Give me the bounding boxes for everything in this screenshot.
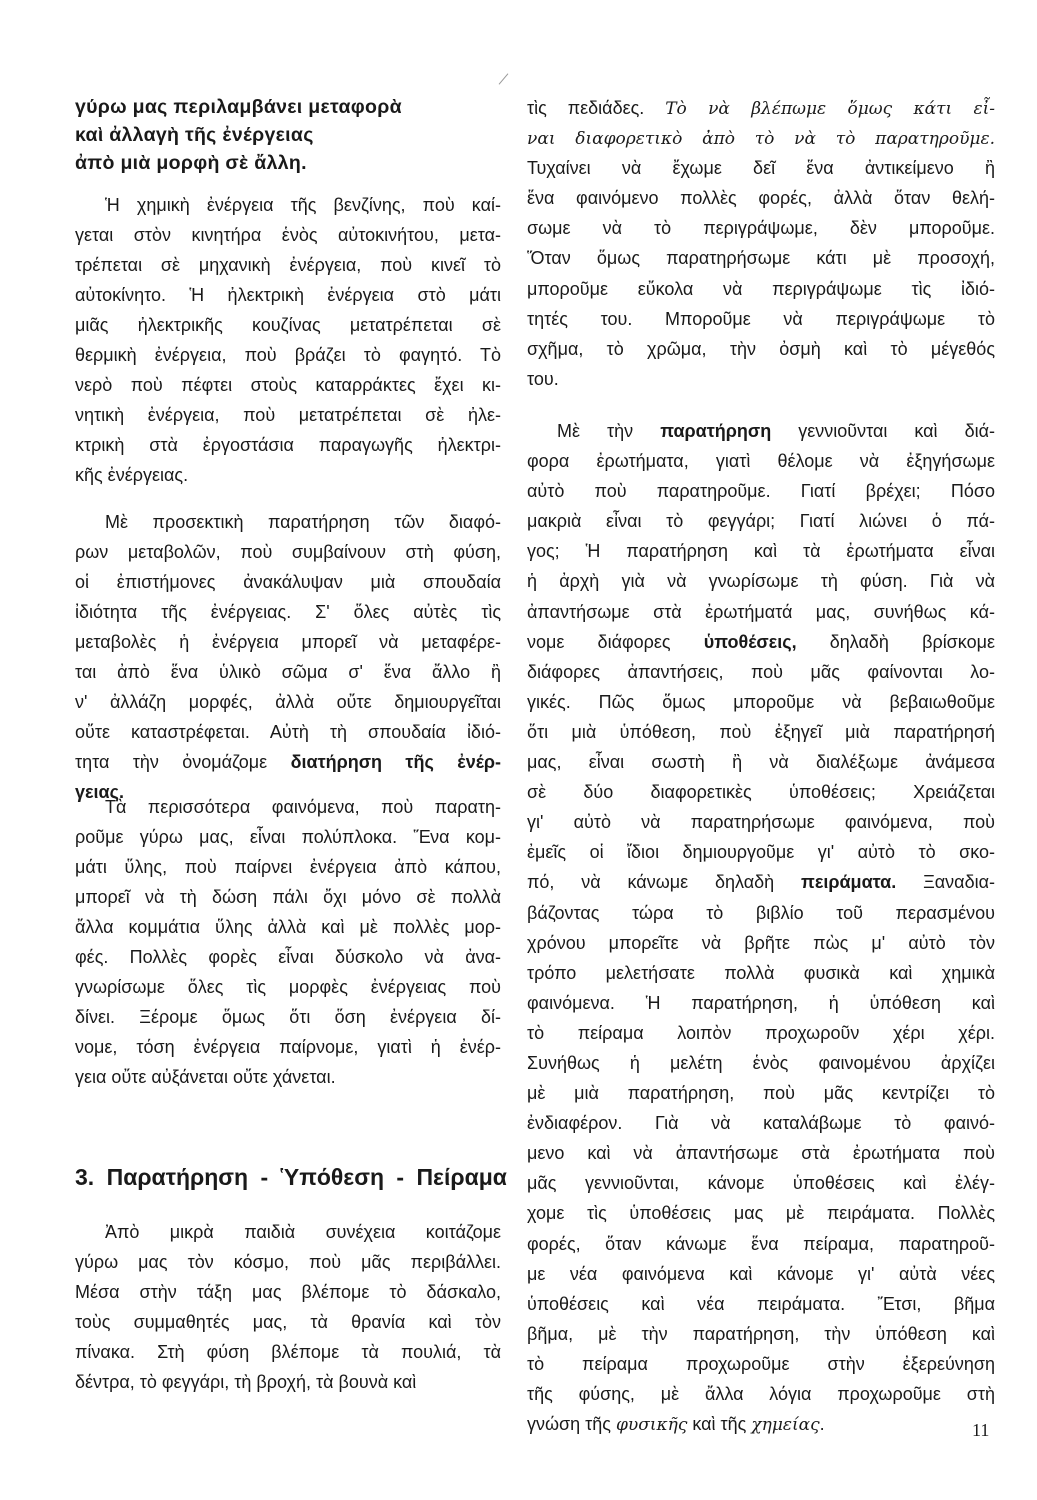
bold-term: πειράματα. bbox=[801, 872, 897, 893]
text-line: μας, εἶναι σωστὴ ἢ νὰ διαλέξωμε ἀνάμεσα bbox=[527, 752, 995, 773]
text-line: Ὅταν ὅμως παρατηρήσωμε κάτι μὲ προσοχή, bbox=[527, 248, 995, 269]
text-line: γύρω μας τὸν κόσμο, ποὺ μᾶς περιβάλλει. bbox=[75, 1252, 501, 1272]
text-line: γύρω μας περιλαμβάνει μεταφορὰ bbox=[75, 96, 402, 118]
text-line: βῆμα, μὲ τὴν παρατήρηση, τὴν ὑπόθεση καὶ bbox=[527, 1323, 995, 1344]
text-line: ἀπὸ μιὰ μορφὴ σὲ ἄλλη. bbox=[75, 152, 307, 174]
text-line: μὲ μιὰ παρατήρηση, ποὺ μᾶς κεντρίζει τὸ bbox=[527, 1083, 995, 1104]
text-line: φαινόμενα. Ἡ παρατήρηση, ἡ ὑπόθεση καὶ bbox=[527, 992, 995, 1013]
text-line bbox=[527, 867, 995, 897]
text-line: φές. Πολλὲς φορὲς εἶναι δύσκολο νὰ ἀνα- bbox=[75, 947, 501, 967]
text-line: χρόνου μπορεῖτε νὰ βρῆτε πὼς μ' αὐτὸ τὸν bbox=[527, 932, 995, 953]
text-line bbox=[75, 1161, 507, 1193]
italic-text: φυσικῆς bbox=[615, 1415, 688, 1436]
text-line: ἡ ἀρχὴ γιὰ νὰ γνωρίσωμε τὴ φύση. Γιὰ νὰ bbox=[527, 571, 995, 592]
text-line: Μὲ προσεκτικὴ παρατήρηση τῶν διαφό- bbox=[105, 512, 501, 532]
text-line: Ἡ χημικὴ ἐνέργεια τῆς βενζίνης, ποὺ καί- bbox=[105, 195, 501, 215]
paragraph bbox=[75, 190, 501, 490]
text-line: ται ἀπὸ ἕνα ὑλικὸ σῶμα σ' ἕνα ἄλλο ἢ bbox=[75, 662, 501, 682]
text-segment: δηλαδὴ βρίσκομε bbox=[796, 631, 995, 652]
text-line: γικές. Πῶς ὅμως μποροῦμε νὰ βεβαιωθοῦμε bbox=[527, 691, 995, 712]
text-line: δέντρα, τὸ φεγγάρι, τὴ βροχή, τὰ βουνὰ καὶ bbox=[75, 1372, 417, 1392]
text-line: μεταβολὲς ἡ ἐνέργεια μπορεῖ νὰ μεταφέρε- bbox=[75, 632, 501, 652]
text-line bbox=[75, 747, 501, 777]
text-line bbox=[527, 627, 995, 657]
text-line: τοὺς συμμαθητές μας, τὰ θρανία καὶ τὸν bbox=[75, 1312, 501, 1332]
text-line: ἀπαντήσωμε στὰ ἐρωτήματά μας, συνήθως κά- bbox=[527, 601, 995, 622]
text-line: τρέπεται σὲ μηχανικὴ ἐνέργεια, ποὺ κινεῖ τὸ bbox=[75, 255, 501, 275]
text-line: θερμικὴ ἐνέργεια, ποὺ βράζει τὸ φαγητό. Τὸ bbox=[75, 345, 501, 365]
text-line: μᾶς γεννιοῦνται, κάνομε ὑποθέσεις καὶ ἐλέγ- bbox=[527, 1173, 995, 1194]
text-line: ἄλλα κομμάτια ὕλης ἀλλὰ καὶ μὲ πολλὲς μορ- bbox=[75, 917, 501, 937]
text-line: μάτι ὕλης, ποὺ παίρνει ἐνέργεια ἀπὸ κάπου, bbox=[75, 857, 501, 877]
text-segment: γεννιοῦνται καὶ διά- bbox=[771, 421, 995, 441]
text-line: αὐτοκίνητο. Ἡ ἠλεκτρικὴ ἐνέργεια στὸ μάτι bbox=[75, 285, 501, 305]
text-line: τητές του. Μποροῦμε νὰ περιγράψωμε τὸ bbox=[527, 308, 995, 329]
section-heading bbox=[75, 1161, 507, 1193]
text-segment: καὶ τῆς bbox=[687, 1414, 752, 1435]
paragraph bbox=[75, 792, 501, 1092]
text-line: οὔτε καταστρέφεται. Αὐτὴ τὴ σπουδαία ἰδιό- bbox=[75, 722, 501, 742]
italic-text: Τὸ νὰ βλέπωμε ὅμως κάτι εἶ- bbox=[665, 99, 995, 119]
paragraph bbox=[527, 93, 995, 394]
text-line: δίνει. Ξέρομε ὅμως ὅτι ὅση ἐνέργεια δί- bbox=[75, 1007, 501, 1027]
text-line: βάζοντας τώρα τὸ βιβλίο τοῦ περασμένου bbox=[527, 902, 995, 923]
text-line: τῆς φύσης, μὲ ἄλλα λόγια προχωροῦμε στὴ bbox=[527, 1384, 995, 1404]
text-line bbox=[527, 93, 995, 123]
text-line: γεται στὸν κινητήρα ἑνὸς αὐτοκινήτου, μετα- bbox=[75, 225, 501, 245]
italic-text: ναι διαφορετικὸ ἀπὸ τὸ νὰ τὸ παρατηροῦμε. bbox=[527, 129, 995, 150]
text-line: νομε, τόση ἐνέργεια παίρνομε, γιατὶ ἡ ἐνέρ- bbox=[75, 1037, 501, 1057]
text-line: νητικὴ ἐνέργεια, ποὺ μετατρέπεται σὲ ἠλε- bbox=[75, 405, 501, 425]
text-segment: τὶς πεδιάδες. bbox=[527, 98, 666, 118]
text-line bbox=[527, 1409, 995, 1439]
text-line: μπορεῖ νὰ τὴ δώση πάλι ὄχι μόνο σὲ πολλὰ bbox=[75, 887, 501, 907]
bold-term: διατήρηση τῆς ἐνέρ- bbox=[290, 752, 501, 772]
bold-term: ὑποθέσεις, bbox=[703, 631, 797, 652]
text-line: ὅτι μιὰ ὑπόθεση, ποὺ ἐξηγεῖ μιὰ παρατήρησή bbox=[527, 721, 995, 742]
text-line: ν' ἀλλάζη μορφές, ἀλλὰ οὔτε δημιουργεῖται bbox=[75, 692, 501, 712]
text-line: κῆς ἐνέργειας. bbox=[75, 465, 189, 485]
text-line bbox=[527, 416, 995, 446]
text-line: Μέσα στὴν τάξη μας βλέπομε τὸ δάσκαλο, bbox=[75, 1282, 501, 1302]
text-line: μενο καὶ νὰ ἀπαντήσωμε στὰ ἐρωτήματα ποὺ bbox=[527, 1143, 995, 1164]
text-line: αὐτὸ ποὺ παρατηροῦμε. Γιατί βρέχει; Πόσο bbox=[527, 481, 995, 502]
text-line: γεια οὔτε αὐξάνεται οὔτε χάνεται. bbox=[75, 1067, 336, 1087]
text-line: πίνακα. Στὴ φύση βλέπομε τὰ πουλιά, τὰ bbox=[75, 1342, 501, 1362]
text-line: γνωρίσωμε ὅλες τὶς μορφὲς ἐνέργειας ποὺ bbox=[75, 977, 501, 997]
text-line: μιᾶς ἠλεκτρικῆς κουζίνας μετατρέπεται σὲ bbox=[75, 315, 501, 335]
text-segment: Μὲ τὴν bbox=[557, 421, 661, 441]
text-line: τὸ πείραμα λοιπὸν προχωροῦν χέρι χέρι. bbox=[527, 1022, 995, 1043]
text-line: ἐνδιαφέρον. Γιὰ νὰ καταλάβωμε τὸ φαινό- bbox=[527, 1113, 995, 1134]
text-line: σωμε νὰ τὸ περιγράψωμε, δὲν μποροῦμε. bbox=[527, 218, 995, 239]
text-line: διάφορες ἀπαντήσεις, ποὺ μᾶς φαίνονται λο- bbox=[527, 661, 995, 682]
text-line: μακριὰ εἶναι τὸ φεγγάρι; Γιατί λιώνει ὁ πά- bbox=[527, 511, 995, 532]
text-line bbox=[527, 123, 995, 153]
text-line: Συνήθως ἡ μελέτη ἑνὸς φαινομένου ἀρχίζει bbox=[527, 1052, 995, 1073]
text-line: καὶ ἀλλαγὴ τῆς ἐνέργειας bbox=[75, 124, 314, 146]
text-line: ροῦμε γύρω μας, εἶναι πολύπλοκα. Ἕνα κομ- bbox=[75, 827, 501, 847]
text-segment: Ξαναδια- bbox=[896, 872, 996, 893]
text-line: νερὸ ποὺ πέφτει στοὺς καταρράκτες ἔχει κι- bbox=[75, 375, 501, 395]
text-line: φορα ἐρωτήματα, γιατὶ θέλομε νὰ ἐξηγήσωμε bbox=[527, 451, 995, 472]
text-segment: τητα τὴν ὀνομάζομε bbox=[75, 752, 291, 772]
subheading bbox=[75, 93, 501, 177]
text-line: ὑποθέσεις καὶ νέα πειράματα. Ἔτσι, βῆμα bbox=[527, 1293, 995, 1314]
text-line: γι' αὐτὸ νὰ παρατηρήσωμε φαινόμενα, ποὺ bbox=[527, 812, 995, 833]
text-line: με νέα φαινόμενα καὶ κάνομε γι' αὐτὰ νέες bbox=[527, 1263, 995, 1284]
text-line: σὲ δύο διαφορετικὲς ὑποθέσεις; Χρειάζεται bbox=[527, 782, 995, 803]
text-line: οἱ ἐπιστήμονες ἀνακάλυψαν μιὰ σπουδαία bbox=[75, 572, 501, 592]
scan-mark bbox=[499, 73, 509, 84]
text-line: σχῆμα, τὸ χρῶμα, τὴν ὀσμὴ καὶ τὸ μέγεθός bbox=[527, 338, 995, 359]
text-segment: νομε διάφορες bbox=[527, 631, 704, 652]
bold-term: γειας. bbox=[75, 782, 124, 802]
text-segment: γνώση τῆς bbox=[527, 1414, 616, 1435]
text-line: Ἀπὸ μικρὰ παιδιὰ συνέχεια κοιτάζομε bbox=[105, 1222, 501, 1242]
italic-text: χημείας bbox=[751, 1415, 820, 1436]
text-line: Τὰ περισσότερα φαινόμενα, ποὺ παρατη- bbox=[105, 797, 501, 817]
text-line: κτρικὴ στὰ ἐργοστάσια παραγωγῆς ἠλεκτρι- bbox=[75, 435, 501, 455]
paragraph bbox=[75, 1217, 501, 1397]
bold-term: παρατήρηση bbox=[660, 421, 772, 441]
text-line: τρόπο μελετήσατε πολλὰ φυσικὰ καὶ χημικὰ bbox=[527, 962, 995, 983]
text-segment: 3. bbox=[75, 1164, 107, 1190]
text-line: του. bbox=[527, 368, 559, 389]
text-segment: πό, νὰ κάνωμε δηλαδὴ bbox=[527, 872, 802, 893]
text-line: Τυχαίνει νὰ ἔχωμε δεῖ ἕνα ἀντικείμενο ἢ bbox=[527, 158, 995, 179]
text-segment: Παρατήρηση - Ὑπόθεση - Πείραμα bbox=[106, 1164, 507, 1190]
page-number: 11 bbox=[972, 1420, 990, 1440]
text-line: γος; Ἡ παρατήρηση καὶ τὰ ἐρωτήματα εἶναι bbox=[527, 541, 995, 562]
paragraph bbox=[75, 507, 501, 807]
text-line: ἐμεῖς οἱ ἴδιοι δημιουργοῦμε γι' αὐτὸ τὸ σκο- bbox=[527, 842, 995, 863]
text-line: χομε τὶς ὑποθέσεις μας μὲ πειράματα. Πολλὲς bbox=[527, 1203, 995, 1224]
text-segment: . bbox=[819, 1414, 825, 1435]
paragraph bbox=[527, 416, 995, 1439]
text-line: ἕνα φαινόμενο πολλὲς φορές, ἀλλὰ ὅταν θελή- bbox=[527, 188, 995, 209]
text-line: τὸ πείραμα προχωροῦμε στὴν ἐξερεύνηση bbox=[527, 1353, 995, 1374]
text-line: μποροῦμε εὔκολα νὰ περιγράψωμε τὶς ἰδιό- bbox=[527, 278, 995, 299]
text-line: ἰδιότητα τῆς ἐνέργειας. Σ' ὅλες αὐτὲς τὶς bbox=[75, 602, 501, 622]
text-line: φορές, ὅταν κάνωμε ἕνα πείραμα, παρατηροῦ- bbox=[527, 1233, 995, 1254]
text-line: ρων μεταβολῶν, ποὺ συμβαίνουν στὴ φύση, bbox=[75, 542, 501, 562]
